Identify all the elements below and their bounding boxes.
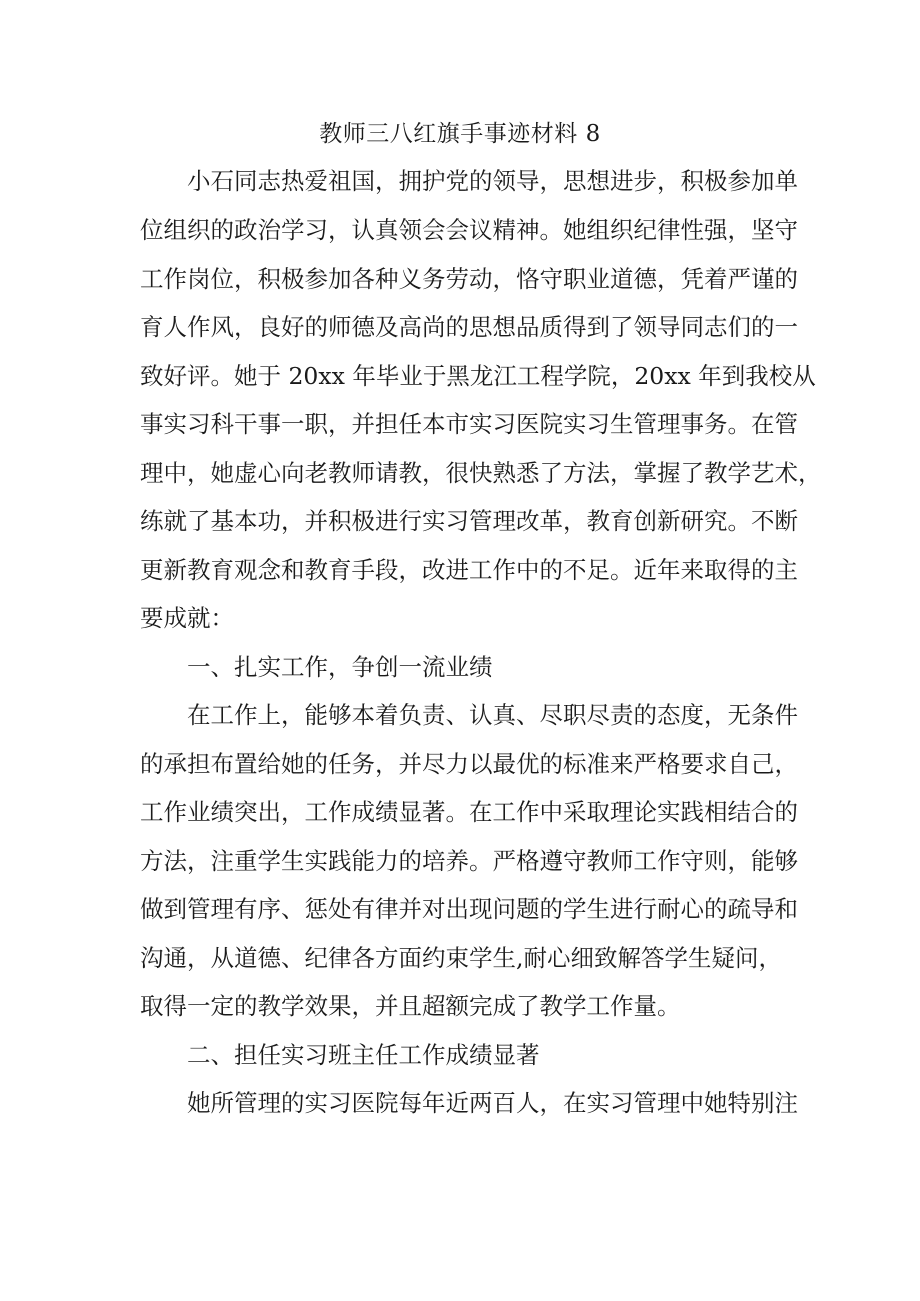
paragraph-line: 工作业绩突出，工作成绩显著。在工作中采取理论实践相结合的 [140, 798, 798, 826]
paragraph-line: 理中，她虚心向老教师请教，很快熟悉了方法，掌握了教学艺术， [140, 459, 822, 487]
section-heading: 二、担任实习班主任工作成绩显著 [187, 1041, 540, 1069]
paragraph-line: 沟通，从道德、纪律各方面约束学生,耐心细致解答学生疑问， [140, 944, 782, 972]
paragraph-line: 练就了基本功，并积极进行实习管理改革，教育创新研究。不断 [140, 507, 798, 535]
paragraph-line: 更新教育观念和教育手段，改进工作中的不足。近年来取得的主 [140, 556, 798, 584]
paragraph-line: 育人作风，良好的师德及高尚的思想品质得到了领导同志们的一 [140, 313, 798, 341]
paragraph-line: 致好评。她于 20xx 年毕业于黑龙江工程学院，20xx 年到我校从 [140, 362, 816, 390]
paragraph-line: 取得一定的教学效果，并且超额完成了教学工作量。 [140, 992, 681, 1020]
paragraph-line: 的承担布置给她的任务，并尽力以最优的标准来严格要求自己， [140, 750, 798, 778]
paragraph-line: 位组织的政治学习，认真领会会议精神。她组织纪律性强，坚守 [140, 216, 798, 244]
paragraph-line: 她所管理的实习医院每年近两百人，在实习管理中她特别注 [187, 1089, 798, 1117]
section-heading: 一、扎实工作，争创一流业绩 [187, 653, 493, 681]
paragraph-line: 小石同志热爱祖国，拥护党的领导，思想进步，积极参加单 [187, 167, 798, 195]
paragraph-line: 工作岗位，积极参加各种义务劳动，恪守职业道德，凭着严谨的 [140, 265, 798, 293]
paragraph-line: 方法，注重学生实践能力的培养。严格遵守教师工作守则，能够 [140, 847, 798, 875]
paragraph-line: 做到管理有序、惩处有律并对出现问题的学生进行耐心的疏导和 [140, 895, 798, 923]
paragraph-line: 事实习科干事一职，并担任本市实习医院实习生管理事务。在管 [140, 410, 798, 438]
paragraph-line: 在工作上，能够本着负责、认真、尽职尽责的态度，无条件 [187, 701, 798, 729]
document-title: 教师三八红旗手事迹材料 8 [319, 121, 601, 147]
paragraph-line: 要成就： [140, 604, 234, 632]
